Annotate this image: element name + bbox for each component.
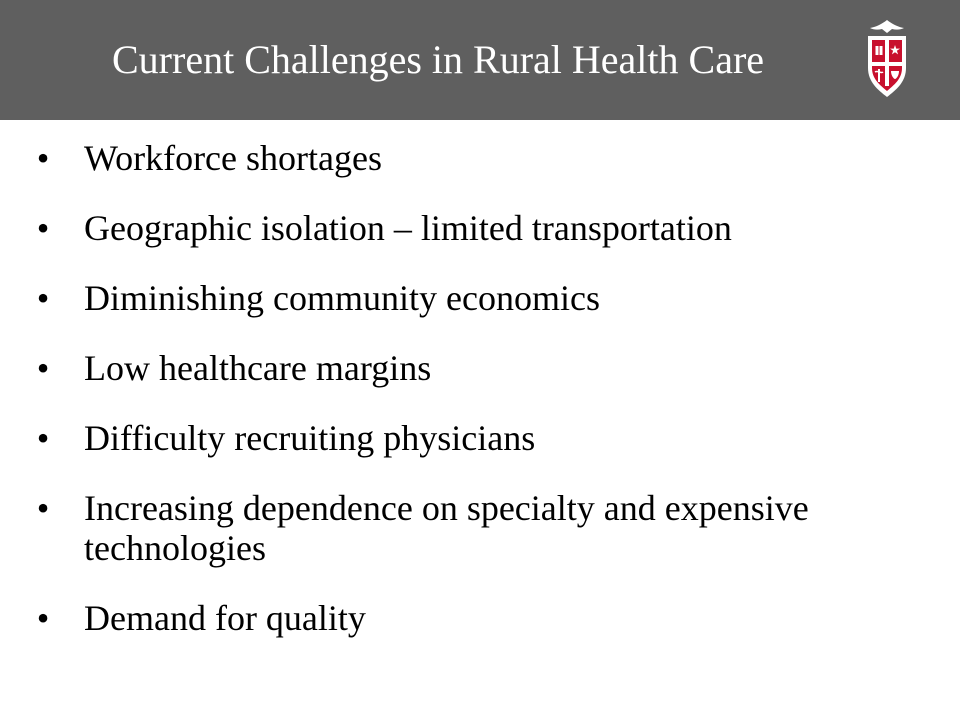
bullet-item <box>28 598 928 638</box>
bullet-text: Diminishing community economics <box>84 278 600 318</box>
slide-header <box>0 0 960 120</box>
bullet-glyph: • <box>36 208 50 248</box>
bullet-glyph: • <box>36 598 50 638</box>
bullet-glyph: • <box>36 418 50 458</box>
university-crest-icon <box>862 18 912 100</box>
bullet-item <box>28 348 928 388</box>
bullet-text: Low healthcare margins <box>84 348 432 388</box>
bullet-text: Workforce shortages <box>84 138 382 178</box>
bullet-item <box>28 488 928 568</box>
bullet-item <box>28 208 928 248</box>
bullet-item <box>28 418 928 458</box>
bullet-item <box>28 278 928 318</box>
bullet-glyph: • <box>36 488 50 528</box>
bullet-glyph: • <box>36 348 50 388</box>
bullet-text: Geographic isolation – limited transportation <box>84 208 732 248</box>
slide-title: Current Challenges in Rural Health Care <box>112 37 765 82</box>
bullet-item <box>28 138 928 178</box>
bullet-glyph: • <box>36 278 50 318</box>
bullet-text: Increasing dependence on specialty and expensive technologies <box>84 488 809 568</box>
bullet-text: Difficulty recruiting physicians <box>84 418 536 458</box>
bullet-text: Demand for quality <box>84 598 366 638</box>
bullet-list <box>28 138 928 668</box>
bullet-glyph: • <box>36 138 50 178</box>
